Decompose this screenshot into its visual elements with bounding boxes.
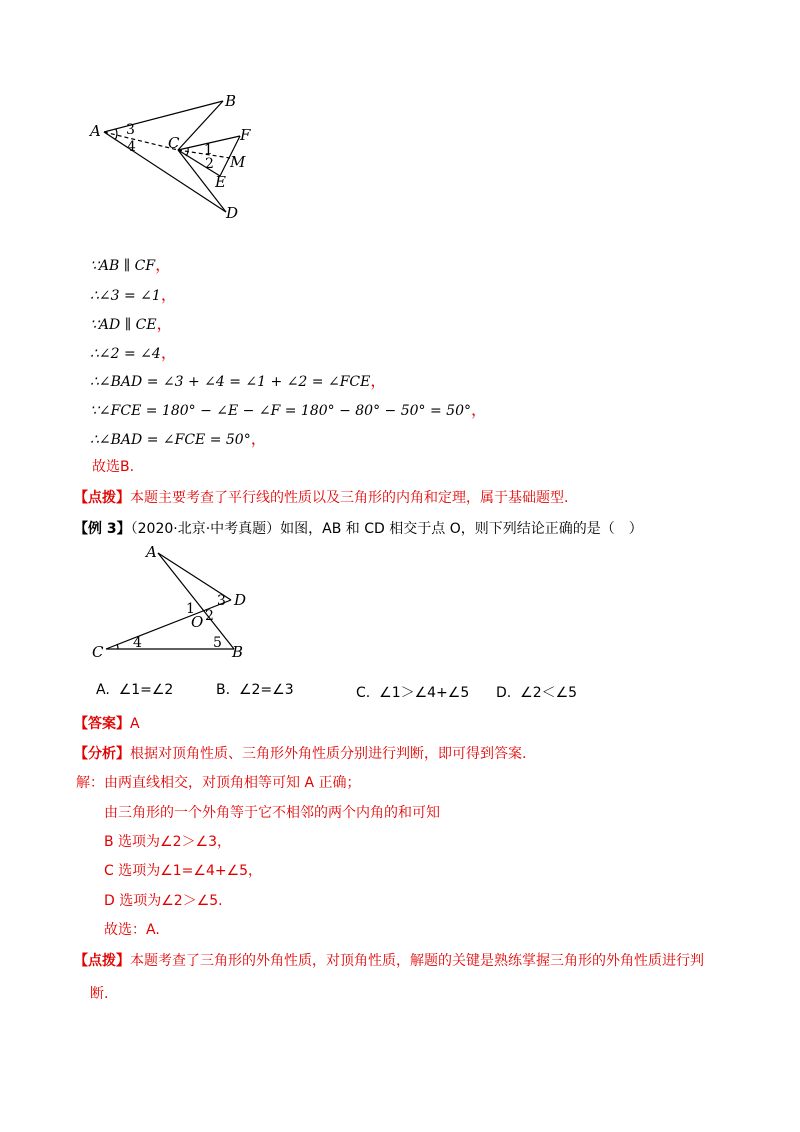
proof-comma: ，: [155, 255, 172, 274]
proof-comma: ，: [470, 400, 487, 419]
proof-line-3: [90, 311, 173, 334]
solution-line-3: B 选项为∠2＞∠3，: [104, 834, 231, 850]
label-a: A: [90, 122, 101, 140]
proof-comma: ，: [160, 343, 177, 362]
option-key: D.: [496, 685, 512, 701]
label-c: C: [168, 134, 180, 152]
angle-arc-c: [117, 644, 118, 649]
solution-line-6: 故选：A.: [104, 922, 160, 938]
label-angle-5: 5: [213, 635, 222, 651]
label-angle-4: 4: [127, 139, 136, 155]
answer: [74, 713, 140, 733]
option-text: ∠1＞∠4+∠5: [379, 685, 470, 701]
option-a: [96, 682, 173, 698]
tip-2-continued: 断.: [90, 986, 109, 1002]
label-c: C: [92, 643, 104, 661]
label-angle-1: 1: [204, 142, 213, 158]
label-angle-4: 4: [133, 635, 142, 651]
answer-text: A: [130, 716, 140, 732]
label-a: A: [146, 543, 157, 561]
analysis-tag: 【分析】: [74, 746, 130, 762]
tip-2-tag: 【点拨】: [74, 953, 130, 969]
proof-math: ∴∠3 = ∠1: [90, 288, 161, 304]
answer-tag: 【答案】: [74, 716, 130, 732]
tip-2-text: 本题考查了三角形的外角性质，对顶角性质，解题的关键是熟练掌握三角形的外角性质进行判: [130, 953, 704, 969]
solution-line-1: 解：由两直线相交，对顶角相等可知 A 正确；: [76, 775, 361, 791]
option-key: C.: [356, 685, 371, 701]
proof-line-4: [90, 340, 177, 363]
tip-1-tag: 【点拨】: [74, 490, 130, 506]
label-e: E: [215, 173, 226, 191]
dashed-ac: [104, 132, 178, 150]
option-b: [216, 682, 294, 698]
option-key: A.: [96, 682, 110, 698]
option-d: [496, 682, 577, 702]
example-3: [74, 518, 643, 538]
segment-bc: [178, 101, 223, 150]
proof-math: ∵∠FCE = 180° − ∠E − ∠F = 180° − 80° − 50° = 50°: [90, 403, 471, 419]
analysis: [74, 743, 526, 763]
angle-arc-a: [115, 129, 117, 140]
label-angle-2: 2: [205, 608, 214, 624]
proof-comma: ，: [156, 314, 173, 333]
proof-math: ∴∠BAD = ∠FCE = 50°: [90, 432, 251, 448]
geometry-figure-2: [88, 543, 258, 663]
solution-line-4: C 选项为∠1=∠4+∠5，: [104, 863, 263, 879]
option-text: ∠2=∠3: [238, 682, 294, 698]
label-angle-2: 2: [205, 156, 214, 172]
proof-comma: ，: [160, 285, 177, 304]
solution-line-5: D 选项为∠2＞∠5.: [104, 893, 223, 909]
proof-line-7: [90, 426, 267, 449]
geometry-figure-1: [80, 88, 270, 228]
proof-line-1: [90, 252, 171, 275]
tip-1: [74, 487, 568, 507]
proof-math: ∴∠2 = ∠4: [90, 346, 161, 362]
example-3-tag: 【例 3】: [74, 521, 131, 537]
label-b: B: [225, 92, 237, 110]
label-b: B: [232, 643, 244, 661]
analysis-text: 根据对顶角性质、三角形外角性质分别进行判断，即可得到答案.: [130, 746, 527, 762]
label-d: D: [226, 204, 239, 222]
option-c: [356, 682, 469, 702]
label-angle-3: 3: [126, 122, 135, 138]
solution-line-2: 由三角形的一个外角等于它不相邻的两个内角的和可知: [104, 805, 440, 821]
label-o: O: [191, 613, 204, 631]
proof-line-6: [90, 397, 487, 420]
proof-line-5: [90, 368, 386, 391]
label-m: M: [230, 153, 246, 171]
tip-2: [74, 950, 704, 970]
proof-comma: ，: [370, 371, 387, 390]
proof-comma: ，: [250, 429, 267, 448]
example-3-text: （2020·北京·中考真题）如图，AB 和 CD 相交于点 O，则下列结论正确的是（ ）: [130, 521, 643, 537]
option-text: ∠2＜∠5: [520, 685, 578, 701]
tip-1-text: 本题主要考查了平行线的性质以及三角形的内角和定理，属于基础题型.: [130, 490, 569, 506]
label-d: D: [234, 591, 247, 609]
option-key: B.: [216, 682, 231, 698]
option-text: ∠1=∠2: [118, 682, 174, 698]
choice-b-text: 故选B.: [92, 459, 135, 475]
label-f: F: [240, 126, 251, 144]
proof-math: ∵AB ∥ CF: [90, 258, 156, 274]
proof-math: ∴∠BAD = ∠3 + ∠4 = ∠1 + ∠2 = ∠FCE: [90, 374, 371, 390]
label-angle-3: 3: [217, 593, 226, 609]
segment-ab: [104, 101, 223, 132]
proof-math: ∵AD ∥ CE: [90, 317, 157, 333]
label-angle-1: 1: [186, 601, 195, 617]
proof-line-2: [90, 282, 177, 305]
